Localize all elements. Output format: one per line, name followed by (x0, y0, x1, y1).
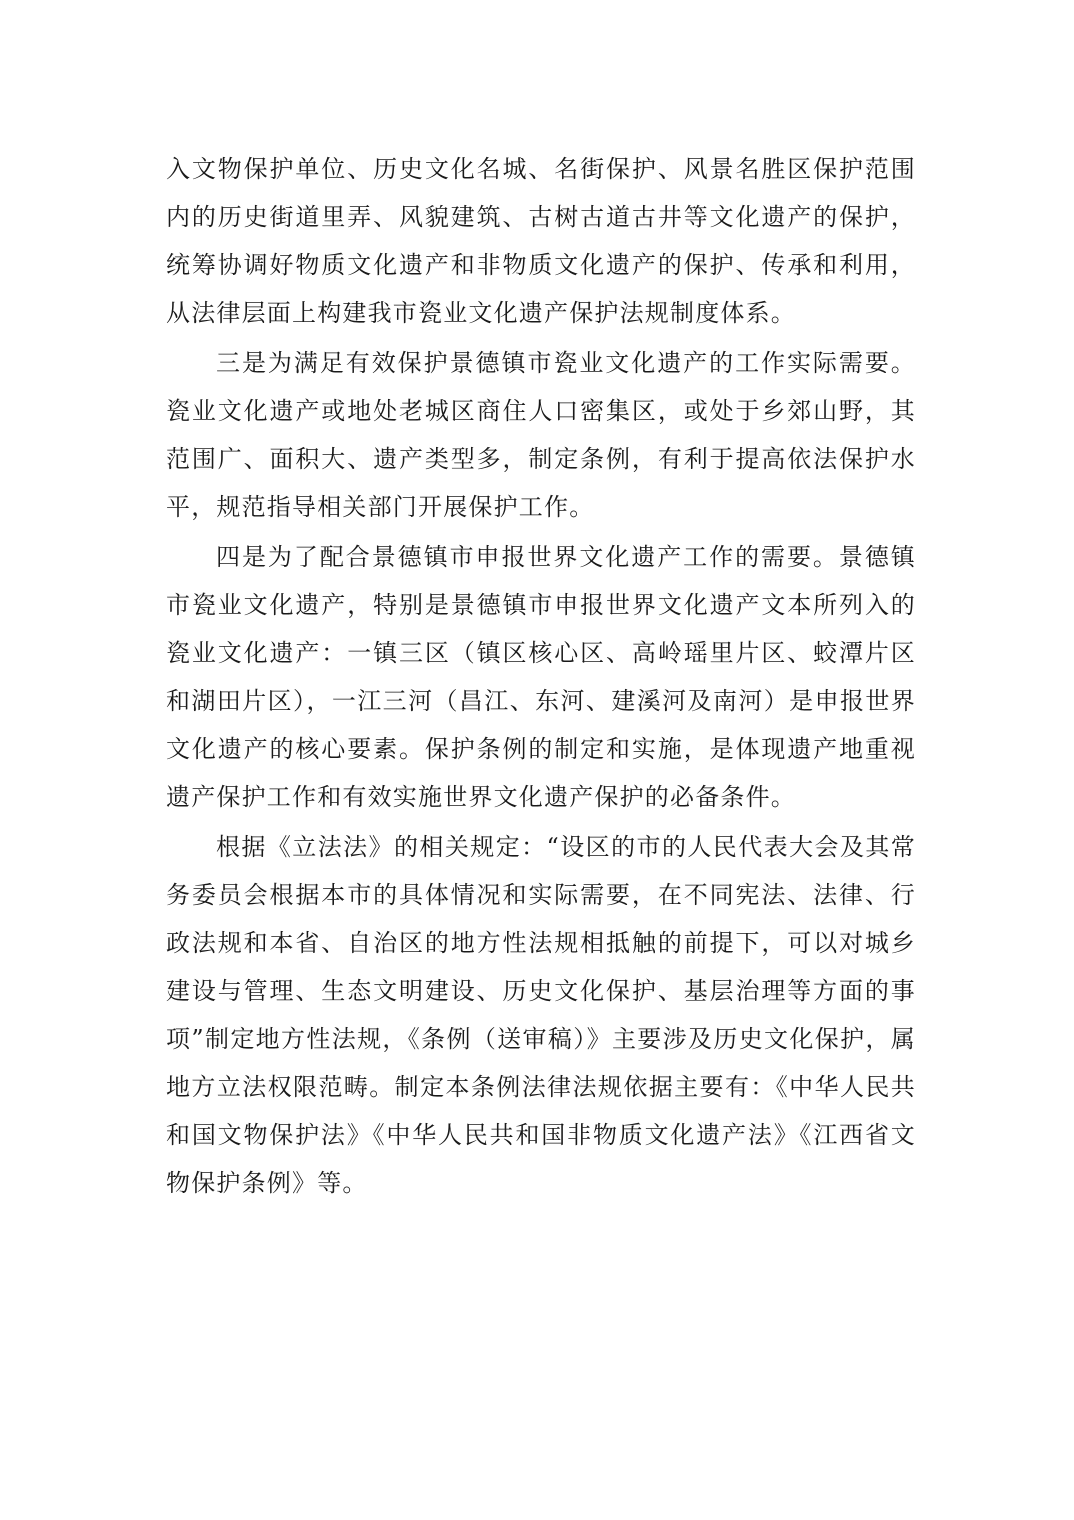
paragraph-1: 入文物保护单位、历史文化名城、名街保护、风景名胜区保护范围内的历史街道里弄、风貌建筑、古树古道古井等文化遗产的保护，统筹协调好物质文化遗产和非物质文化遗产的保护、传承和利用，从法律层面上构建我市瓷业文化遗产保护法规制度体系。 (166, 155, 916, 327)
document-body (166, 145, 916, 1209)
paragraph-4: 根据《立法法》的相关规定：“设区的市的人民代表大会及其常务委员会根据本市的具体情况和实际需要，在不同宪法、法律、行政法规和本省、自治区的地方性法规相抵触的前提下，可以对城乡建设与管理、生态文明建设、历史文化保护、基层治理等方面的事项”制定地方性法规，《条例（送审稿）》主要涉及历史文化保护，属地方立法权限范畴。制定本条例法律法规依据主要有：《中华人民共和国文物保护法》《中华人民共和国非物质文化遗产法》《江西省文物保护条例》等。 (166, 833, 916, 1197)
paragraph-3: 四是为了配合景德镇市申报世界文化遗产工作的需要。景德镇市瓷业文化遗产，特别是景德镇市申报世界文化遗产文本所列入的瓷业文化遗产：一镇三区（镇区核心区、高岭瑶里片区、蛟潭片区和湖田片区），一江三河（昌江、东河、建溪河及南河）是申报世界文化遗产的核心要素。保护条例的制定和实施，是体现遗产地重视遗产保护工作和有效实施世界文化遗产保护的必备条件。 (166, 543, 916, 811)
paragraph-2: 三是为满足有效保护景德镇市瓷业文化遗产的工作实际需要。瓷业文化遗产或地处老城区商住人口密集区，或处于乡郊山野，其范围广、面积大、遗产类型多，制定条例，有利于提高依法保护水平，规范指导相关部门开展保护工作。 (166, 349, 916, 521)
